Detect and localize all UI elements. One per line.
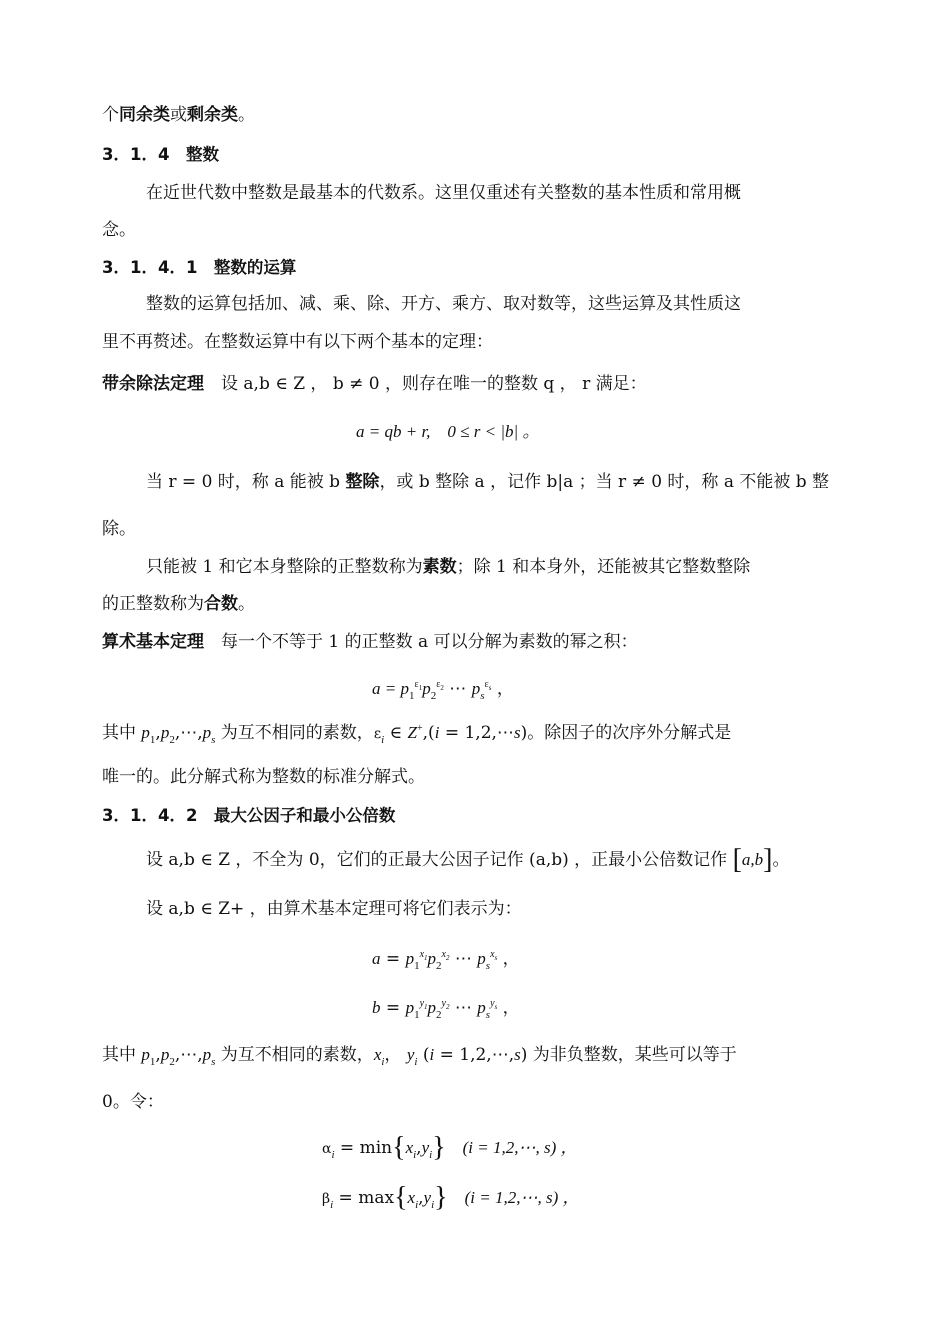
theorem-division-text: 设 a,b ∈ Z ， b ≠ 0 ，则存在唯一的整数 q ， r 满足： [221,374,647,394]
theorem-fundamental-name: 算术基本定理 [102,632,204,652]
formula-alpha-min: $\alpha_i = \min\{x_i,y_i\}$ (i = 1,2,⋯, s) ， [322,1132,578,1163]
paragraph-operations-line2: 里不再赘述。在整数运算中有以下两个基本的定理： [102,332,493,352]
paragraph-exponents-line1: 其中 $p_1,p_2,\cdots,p_s$ 为互不相同的素数，$x_i$， $y_i$ (i = 1,2,⋯,s) 为非负整数，某些可以等于 [102,1045,737,1068]
paragraph-represent: 设 a,b ∈ Z+ ，由算术基本定理可将它们表示为： [146,899,522,919]
paragraph-integers-line2: 念。 [102,220,136,240]
paragraph-prime-line2: 的正整数称为合数。 [102,594,255,614]
theorem-fundamental-text: 每一个不等于 1 的正整数 a 可以分解为素数的幂之积： [221,632,638,652]
term-congruence-class: 同余类 [119,105,170,125]
term-divisible: 整除 [345,472,380,492]
term-composite: 合数 [204,594,238,614]
paragraph-prime-line1: 只能被 1 和它本身整除的正整数称为素数；除 1 和本身外，还能被其它整数整除 [146,557,751,577]
paragraph-gcd-lcm: 设 a,b ∈ Z ，不全为 0，它们的正最大公因子记作 (a,b) ，正最小公倍数记作 [a,b]。 [146,844,790,875]
paragraph-residue-class: 个同余类或剩余类。 [102,105,255,125]
paragraph-integers-line1: 在近世代数中整数是最基本的代数系。这里仅重述有关整数的基本性质和常用概 [146,183,741,203]
formula-beta-max: $\beta_i = \max\{x_i,y_i\}$ (i = 1,2,⋯, s) ， [322,1182,580,1213]
formula-prime-factorization: $a = p_1^{\varepsilon_1}p_2^{\varepsilon_2}$ ⋯ $p_s^{\varepsilon_s}$ ， [372,679,514,702]
section-heading-3-1-4-1: 3．1．4．1 整数的运算 [102,258,297,277]
theorem-fundamental [102,631,812,653]
paragraph-exponents-line2: 0。令： [102,1092,164,1112]
paragraph-factorization-line2: 唯一的。此分解式称为整数的标准分解式。 [102,767,425,787]
paragraph-divisibility-line1: 当 r = 0 时，称 a 能被 b 整除，或 b 整除 a ，记作 b|a ；当 r ≠ 0 时，称 a 不能被 b 整 [146,472,830,492]
formula-b-factorization: $b = p_1^{y_1}p_2^{y_2}$ ⋯ $p_s^{y_s}$ ， [372,998,520,1021]
theorem-division [102,373,812,395]
section-heading-3-1-4: 3．1．4 整数 [102,145,219,164]
paragraph-factorization-line1: 其中 $p_1,p_2,\cdots,p_s$ 为互不相同的素数，$\varepsilon_i$ ∈ Z+,(i = 1,2,⋯s)。除因子的次序外分解式是 [102,723,732,746]
paragraph-divisibility-line2: 除。 [102,519,136,539]
formula-division: a = qb + r, 0 ≤ r < |b| 。 [356,422,540,441]
formula-a-factorization: $a = p_1^{x_1}p_2^{x_2}$ ⋯ $p_s^{x_s}$ ， [372,949,520,972]
section-heading-3-1-4-2: 3．1．4．2 最大公因子和最小公倍数 [102,806,396,825]
theorem-division-name: 带余除法定理 [102,374,204,394]
term-residue-class: 剩余类 [187,105,238,125]
paragraph-operations-line1: 整数的运算包括加、减、乘、除、开方、乘方、取对数等，这些运算及其性质这 [146,294,741,314]
term-prime: 素数 [422,557,457,577]
